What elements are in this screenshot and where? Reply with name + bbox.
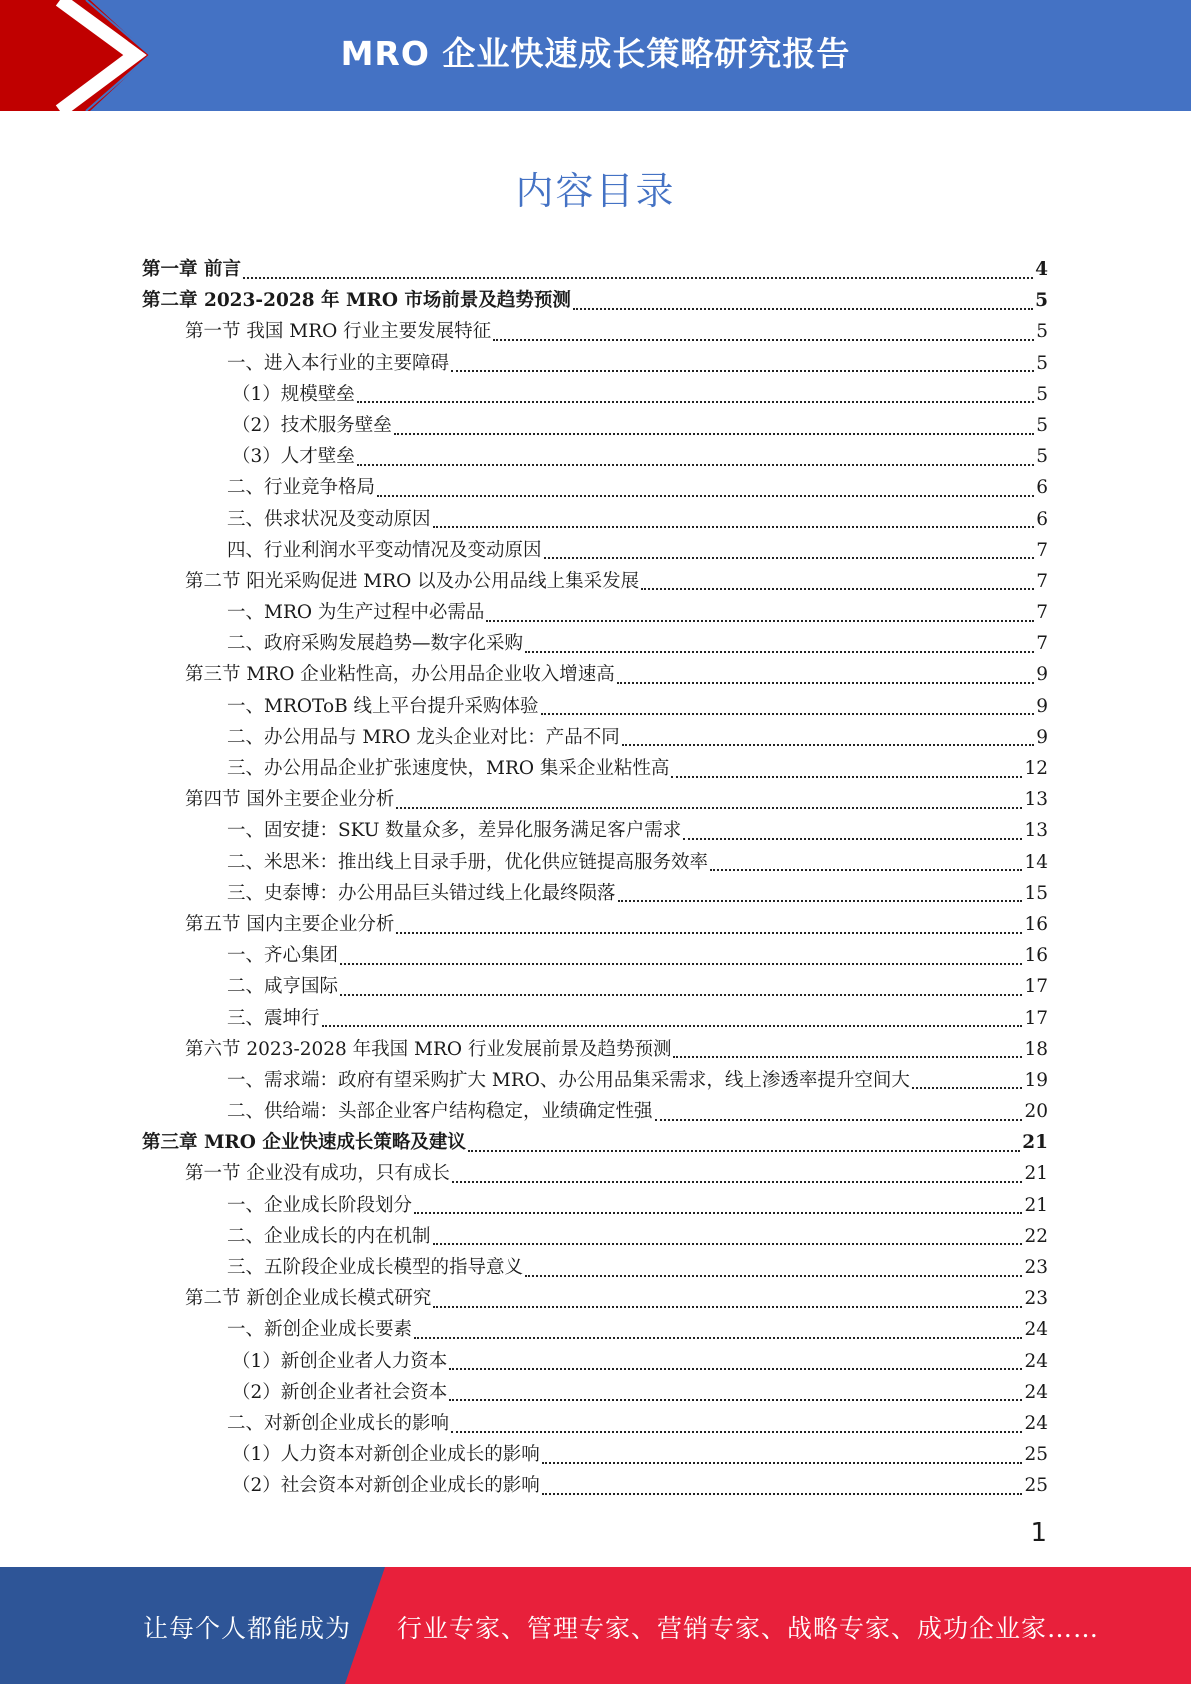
- toc-entry-page: 5: [1036, 446, 1048, 468]
- toc-entry-page: 23: [1024, 1288, 1048, 1310]
- toc-dot-leader: [377, 495, 1034, 497]
- toc-dot-leader: [622, 744, 1034, 746]
- toc-entry-title: 三、五阶段企业成长模型的指导意义: [227, 1257, 524, 1278]
- toc-entry[interactable]: [142, 815, 1048, 846]
- toc-entry[interactable]: [142, 722, 1048, 753]
- toc-entry-title: 二、政府采购发展趋势—数字化采购: [227, 633, 524, 655]
- toc-entry-page: 4: [1035, 259, 1048, 280]
- toc-entry-page: 21: [1024, 1194, 1048, 1216]
- toc-entry-title: 二、供给端：头部企业客户结构稳定，业绩确定性强: [227, 1101, 653, 1123]
- toc-dot-leader: [544, 557, 1035, 559]
- toc-entry-page: 5: [1036, 352, 1048, 374]
- toc-entry-page: 24: [1024, 1319, 1048, 1341]
- toc-entry[interactable]: [142, 940, 1048, 971]
- toc-entry-title: （1）新创企业者人力资本: [232, 1350, 448, 1372]
- toc-entry[interactable]: [142, 566, 1048, 597]
- toc-entry-title: 二、行业竞争格局: [227, 477, 376, 499]
- toc-dot-leader: [451, 1431, 1022, 1433]
- toc-entry-title: 二、办公用品与 MRO 龙头企业对比：产品不同: [227, 726, 620, 748]
- toc-dot-leader: [433, 1243, 1023, 1245]
- toc-dot-leader: [357, 401, 1034, 403]
- toc-entry-title: 第三节 MRO 企业粘性高，办公用品企业收入增速高: [185, 664, 615, 686]
- toc-entry-page: 17: [1024, 1007, 1048, 1029]
- toc-dot-leader: [340, 963, 1022, 965]
- toc-entry-page: 7: [1036, 633, 1048, 655]
- toc-entry-title: 一、齐心集团: [227, 945, 339, 967]
- toc-entry[interactable]: [142, 441, 1048, 472]
- toc-dot-leader: [671, 776, 1022, 778]
- toc-entry[interactable]: [142, 379, 1048, 410]
- toc-dot-leader: [357, 464, 1034, 466]
- toc-dot-leader: [655, 1119, 1023, 1121]
- toc-entry-title: 一、MROToB 线上平台提升采购体验: [227, 695, 539, 717]
- toc-dot-leader: [396, 932, 1022, 934]
- header-banner: [0, 0, 1191, 111]
- footer-slogan-right: 行业专家、管理专家、营销专家、战略专家、成功企业家……: [397, 1614, 1100, 1643]
- toc-entry-page: 24: [1024, 1412, 1048, 1434]
- toc-entry-page: 12: [1024, 758, 1048, 779]
- toc-entry[interactable]: [142, 659, 1048, 690]
- toc-entry-title: 第二节 新创企业成长模式研究: [185, 1288, 432, 1310]
- toc-entry-title: （2）技术服务壁垒: [232, 414, 392, 436]
- toc-dot-leader: [573, 308, 1033, 310]
- toc-entry-page: 13: [1024, 789, 1048, 811]
- toc-entry-page: 7: [1036, 570, 1048, 592]
- toc-dot-leader: [542, 1493, 1023, 1495]
- toc-entry-page: 24: [1024, 1350, 1048, 1372]
- toc-entry[interactable]: [142, 847, 1048, 878]
- toc-entry-page: 5: [1036, 414, 1048, 436]
- toc-dot-leader: [710, 869, 1022, 871]
- toc-entry-page: 22: [1024, 1225, 1048, 1247]
- toc-entry[interactable]: [142, 628, 1048, 659]
- toc-entry[interactable]: [142, 1314, 1048, 1345]
- toc-entry[interactable]: [142, 472, 1048, 503]
- toc-entry-page: 14: [1024, 851, 1048, 873]
- page-number: 1: [1030, 1518, 1047, 1548]
- toc-entry[interactable]: [142, 348, 1048, 379]
- toc-entry-title: 三、震坤行: [227, 1007, 320, 1029]
- toc-entry-page: 5: [1036, 383, 1048, 405]
- toc-entry-page: 23: [1024, 1257, 1048, 1278]
- toc-dot-leader: [641, 588, 1034, 590]
- toc-entry-page: 20: [1024, 1101, 1048, 1123]
- toc-entry-page: 15: [1024, 882, 1048, 904]
- toc-dot-leader: [683, 838, 1022, 840]
- toc-dot-leader: [396, 807, 1022, 809]
- toc-dot-leader: [449, 1368, 1022, 1370]
- toc-entry[interactable]: [142, 1283, 1048, 1314]
- toc-entry-title: 二、咸亨国际: [227, 976, 339, 998]
- toc-entry[interactable]: [142, 1346, 1048, 1377]
- toc-entry[interactable]: [142, 1221, 1048, 1252]
- toc-entry[interactable]: [142, 1377, 1048, 1408]
- toc-dot-leader: [468, 1150, 1020, 1152]
- toc-entry-page: 13: [1024, 820, 1048, 842]
- toc-dot-leader: [451, 370, 1034, 372]
- toc-dot-leader: [433, 1306, 1022, 1308]
- toc-entry-title: 二、对新创企业成长的影响: [227, 1412, 450, 1434]
- toc-entry-page: 25: [1024, 1444, 1048, 1466]
- toc-entry-page: 6: [1036, 477, 1048, 499]
- table-of-contents: [142, 254, 1048, 1502]
- toc-entry-title: 二、企业成长的内在机制: [227, 1225, 431, 1247]
- toc-entry-title: 四、行业利润水平变动情况及变动原因: [227, 539, 542, 561]
- toc-dot-leader: [340, 994, 1022, 996]
- toc-entry-title: 三、供求状况及变动原因: [227, 508, 431, 530]
- toc-dot-leader: [541, 713, 1035, 715]
- toc-entry[interactable]: [142, 1252, 1048, 1283]
- toc-entry-title: 第六节 2023-2028 年我国 MRO 行业发展前景及趋势预测: [185, 1038, 672, 1060]
- toc-entry-title: 第一章 前言: [142, 259, 241, 280]
- toc-entry[interactable]: [142, 971, 1048, 1002]
- toc-entry-title: 二、米思米：推出线上目录手册，优化供应链提高服务效率: [227, 851, 709, 873]
- toc-heading: 内容目录: [515, 169, 676, 213]
- toc-entry[interactable]: [142, 1003, 1048, 1034]
- toc-dot-leader: [493, 339, 1034, 341]
- toc-entry[interactable]: [142, 1096, 1048, 1127]
- toc-entry-title: （2）新创企业者社会资本: [232, 1381, 448, 1403]
- toc-entry-title: 三、史泰博：办公用品巨头错过线上化最终陨落: [227, 882, 616, 904]
- toc-entry[interactable]: [142, 909, 1048, 940]
- toc-entry-title: 第五节 国内主要企业分析: [185, 913, 395, 935]
- toc-entry-page: 7: [1036, 602, 1048, 624]
- toc-entry-page: 5: [1036, 321, 1048, 343]
- toc-dot-leader: [414, 1212, 1022, 1214]
- toc-entry-page: 5: [1035, 290, 1048, 312]
- toc-entry[interactable]: [142, 410, 1048, 441]
- toc-entry-page: 16: [1024, 913, 1048, 935]
- toc-entry-page: 9: [1036, 695, 1048, 717]
- toc-dot-leader: [243, 277, 1033, 279]
- toc-entry[interactable]: [142, 1158, 1048, 1189]
- toc-dot-leader: [452, 1181, 1023, 1183]
- toc-entry[interactable]: [142, 504, 1048, 535]
- footer-banner: [0, 1567, 1191, 1684]
- toc-dot-leader: [542, 1462, 1023, 1464]
- toc-entry-page: 21: [1024, 1163, 1048, 1185]
- toc-entry-title: 三、办公用品企业扩张速度快，MRO 集采企业粘性高: [227, 758, 670, 779]
- toc-entry-page: 21: [1022, 1132, 1048, 1154]
- toc-entry-title: 第一节 企业没有成功，只有成长: [185, 1163, 450, 1185]
- toc-entry-page: 17: [1024, 976, 1048, 998]
- toc-entry-page: 24: [1024, 1381, 1048, 1403]
- toc-entry-page: 6: [1036, 508, 1048, 530]
- toc-entry-title: 一、需求端：政府有望采购扩大 MRO、办公用品集采需求，线上渗透率提升空间大: [227, 1069, 910, 1091]
- toc-entry-title: 第二节 阳光采购促进 MRO 以及办公用品线上集采发展: [185, 570, 640, 592]
- toc-entry-page: 9: [1036, 664, 1048, 686]
- toc-entry[interactable]: [142, 753, 1048, 784]
- toc-entry-title: 一、企业成长阶段划分: [227, 1194, 413, 1216]
- toc-dot-leader: [618, 900, 1023, 902]
- toc-dot-leader: [617, 682, 1034, 684]
- toc-dot-leader: [449, 1399, 1022, 1401]
- toc-entry[interactable]: [142, 878, 1048, 909]
- toc-entry[interactable]: [142, 597, 1048, 628]
- toc-entry[interactable]: [142, 1190, 1048, 1221]
- report-title: MRO 企业快速成长策略研究报告: [340, 34, 851, 73]
- toc-entry-title: 第二章 2023-2028 年 MRO 市场前景及趋势预测: [142, 290, 571, 312]
- toc-entry-title: 第一节 我国 MRO 行业主要发展特征: [185, 321, 492, 343]
- toc-dot-leader: [414, 1337, 1022, 1339]
- toc-entry[interactable]: [142, 784, 1048, 815]
- toc-entry-title: 第三章 MRO 企业快速成长策略及建议: [142, 1132, 466, 1154]
- toc-entry-page: 19: [1024, 1069, 1048, 1091]
- toc-entry-title: 一、固安捷：SKU 数量众多，差异化服务满足客户需求: [227, 820, 682, 842]
- toc-entry-page: 9: [1036, 726, 1048, 748]
- toc-dot-leader: [322, 1025, 1023, 1027]
- toc-entry-page: 7: [1036, 539, 1048, 561]
- toc-entry-title: （2）社会资本对新创企业成长的影响: [232, 1475, 540, 1497]
- toc-entry-title: 一、MRO 为生产过程中必需品: [227, 602, 485, 624]
- toc-entry-title: 一、进入本行业的主要障碍: [227, 352, 450, 374]
- toc-entry[interactable]: [142, 1439, 1048, 1470]
- toc-entry[interactable]: [142, 535, 1048, 566]
- toc-entry-page: 25: [1024, 1475, 1048, 1497]
- toc-entry[interactable]: [142, 1065, 1048, 1096]
- toc-dot-leader: [394, 433, 1034, 435]
- toc-entry[interactable]: [142, 316, 1048, 347]
- toc-dot-leader: [433, 526, 1035, 528]
- toc-dot-leader: [486, 620, 1034, 622]
- toc-entry-title: 第四节 国外主要企业分析: [185, 789, 395, 811]
- toc-entry[interactable]: [142, 691, 1048, 722]
- toc-entry[interactable]: [142, 254, 1048, 285]
- toc-dot-leader: [525, 651, 1034, 653]
- footer-slogan-left: 让每个人都能成为: [143, 1614, 352, 1643]
- toc-entry-page: 18: [1024, 1038, 1048, 1060]
- toc-entry[interactable]: [142, 1408, 1048, 1439]
- toc-dot-leader: [525, 1275, 1022, 1277]
- toc-entry-title: （3）人才壁垒: [232, 446, 355, 468]
- toc-entry[interactable]: [142, 1127, 1048, 1158]
- toc-dot-leader: [673, 1056, 1022, 1058]
- toc-entry-title: 一、新创企业成长要素: [227, 1319, 413, 1341]
- toc-entry-title: （1）人力资本对新创企业成长的影响: [232, 1444, 540, 1466]
- toc-entry-title: （1）规模壁垒: [232, 383, 355, 405]
- toc-entry-page: 16: [1024, 945, 1048, 967]
- toc-entry[interactable]: [142, 1470, 1048, 1501]
- toc-dot-leader: [912, 1087, 1023, 1089]
- toc-entry[interactable]: [142, 285, 1048, 316]
- toc-entry[interactable]: [142, 1034, 1048, 1065]
